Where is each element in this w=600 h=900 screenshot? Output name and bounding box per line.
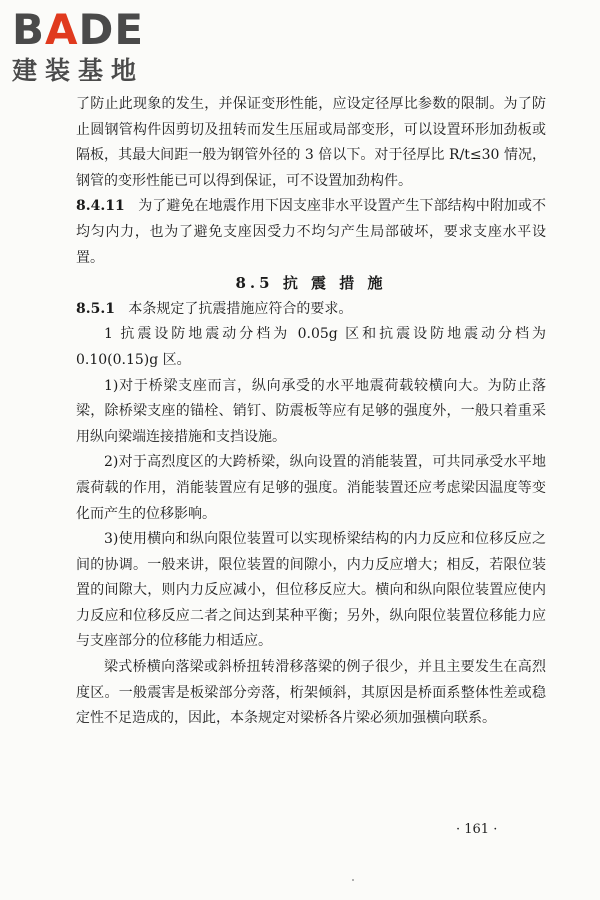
clause-8-5-1 — [76, 297, 546, 323]
logo-accent-letter: A — [45, 5, 79, 54]
scan-speck — [352, 879, 354, 881]
document-body — [76, 92, 546, 732]
sub-item-1: 1)对于桥梁支座而言，纵向承受的水平地震荷载较横向大。为防止落梁，除桥梁支座的锚栓、销钉、防震板等应有足够的强度外，一般只着重采用纵向梁端连接措施和支挡设施。 — [76, 377, 546, 445]
section-title: 8.5 抗 震 措 施 — [235, 274, 387, 293]
clause-number: 8.4.11 — [76, 198, 125, 215]
bade-logo — [12, 5, 182, 88]
page-number: · 161 · — [456, 822, 498, 837]
logo-wordmark: BADE — [12, 5, 145, 54]
clause-text: 为了避免在地震作用下因支座非水平设置产生下部结构中附加或不均匀内力，也为了避免支座因受力不均匀产生局部破坏，要求支座水平设置。 — [76, 198, 546, 266]
sub-item-3: 3)使用横向和纵向限位装置可以实现桥梁结构的内力反应和位移反应之间的协调。一般来讲，限位装置的间隙小，内力反应增大；相反，若限位装置的间隙大，则内力反应减小，但位移反应大。横向和纵向限位装置应使内力反应和位移反应二者之间达到某种平衡；另外，纵向限位装置位移能力应与支座部分的位移能力相适应。 — [76, 531, 546, 650]
clause-number: 8.5.1 — [76, 300, 115, 317]
paragraph-continued: 了防止此现象的发生，并保证变形性能，应设定径厚比参数的限制。为了防止圆钢管构件因剪切及扭转而发生压屈或局部变形，可以设置环形加劲板或隔板，其最大间距一般为钢管外径的 3 倍以下。对于径厚比 R/t≤30 情况，钢管的变形性能已可以得到保证，可不设置加劲构件。 — [76, 96, 546, 189]
paragraph-final: 梁式桥横向落梁或斜桥扭转滑移落梁的例子很少，并且主要发生在高烈度区。一般震害是板梁部分旁落，桁架倾斜，其原因是桥面系整体性差或稳定性不足造成的，因此，本条规定对梁桥各片梁必须加强横向联系。 — [76, 659, 546, 727]
clause-text: 本条规定了抗震措施应符合的要求。 — [128, 300, 353, 317]
sub-item-2: 2)对于高烈度区的大跨桥梁，纵向设置的消能装置，可共同承受水平地震荷载的作用，消能装置应有足够的强度。消能装置还应考虑梁因温度等变化而产生的位移影响。 — [76, 454, 546, 522]
clause-8-4-11 — [76, 194, 546, 271]
item-1: 1 抗震设防地震动分档为 0.05g 区和抗震设防地震动分档为 0.10(0.15)g 区。 — [76, 326, 546, 368]
logo-chinese: 建装基地 — [12, 56, 145, 85]
